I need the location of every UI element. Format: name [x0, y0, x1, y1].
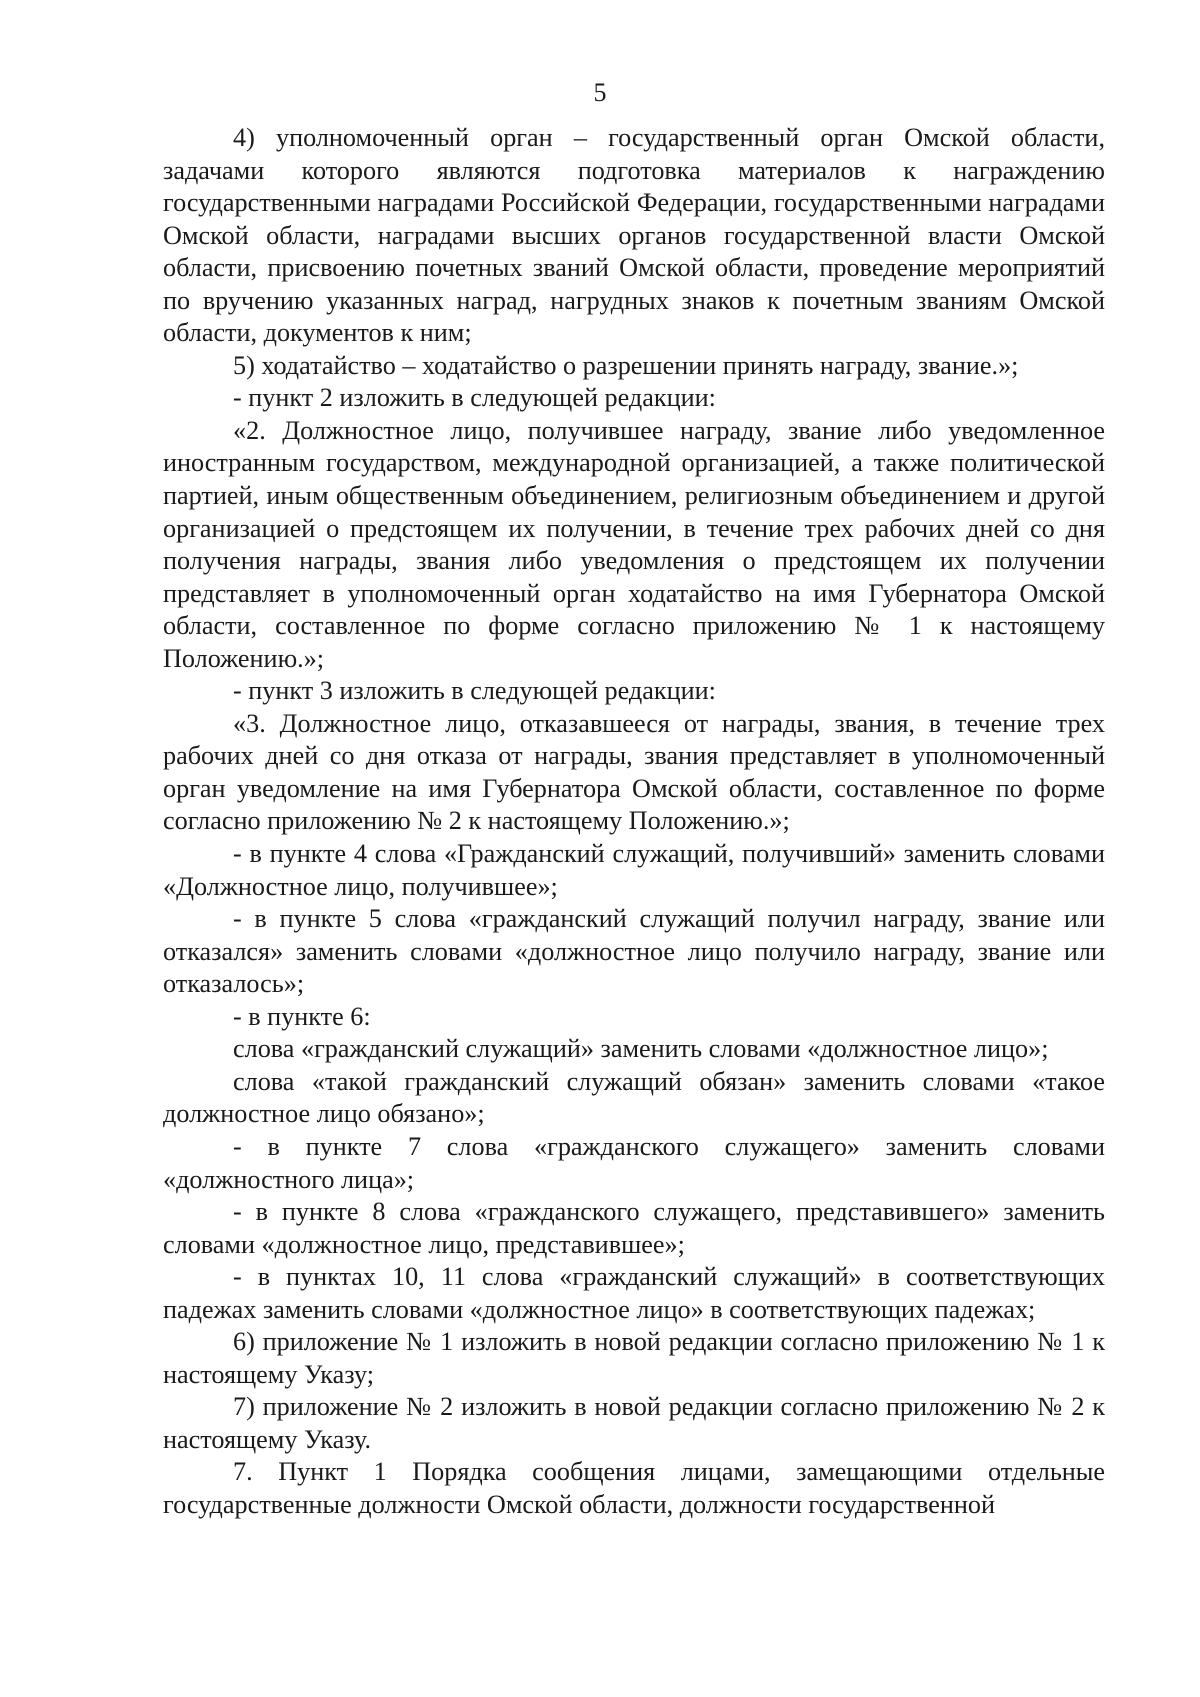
page-number: 5: [593, 78, 607, 107]
paragraph: 7) приложение № 2 изложить в новой редакции согласно приложению № 2 к настоящему Указу.: [163, 1392, 1105, 1454]
paragraph: - в пункте 6:: [233, 1001, 371, 1031]
paragraph: «2. Должностное лицо, получившее награду, звание либо уведомленное иностранным государством, международной организацией, а также политической партией, иным общественным объединением, религиозным объединением и другой организацией о предстоящем их получении, в течение трех рабочих дней со дня получения награды, звания либо уведомления о предстоящем их получении представляет в уполномоченный орган ходатайство на имя Губернатора Омской области, составленное по форме согласно приложению № 1 к настоящему Положению.»;: [163, 415, 1105, 673]
paragraph: слова «такой гражданский служащий обязан» заменить словами «такое должностное лицо обязано»;: [163, 1066, 1105, 1129]
paragraph: слова «гражданский служащий» заменить словами «должностное лицо»;: [233, 1034, 1049, 1064]
paragraph: - в пункте 7 слова «гражданского служащего» заменить словами «должностного лица»;: [163, 1131, 1105, 1194]
paragraph: - в пунктах 10, 11 слова «гражданский служащий» в соответствующих падежах заменить словами «должностное лицо» в соответствующих падежах;: [163, 1262, 1105, 1324]
paragraph: - пункт 2 изложить в следующей редакции:: [233, 383, 716, 413]
document-body: [163, 122, 1105, 1522]
paragraph: 7. Пункт 1 Порядка сообщения лицами, замещающими отдельные государственные должности Омской области, должности государственной: [163, 1457, 1105, 1519]
paragraph: 6) приложение № 1 изложить в новой редакции согласно приложению № 1 к настоящему Указу;: [163, 1327, 1105, 1389]
paragraph: 5) ходатайство – ходатайство о разрешении принять награду, звание.»;: [233, 350, 1019, 380]
paragraph: 4) уполномоченный орган – государственный орган Омской области, задачами которого являются подготовка материалов к награждению государственными наградами Российской Федерации, государственными наградами Омской области, наградами высших органов государственной власти Омской области, присвоению почетных званий Омской области, проведение мероприятий по вручению указанных наград, нагрудных знаков к почетным званиям Омской области, документов к ним;: [163, 123, 1105, 348]
paragraph: - в пункте 8 слова «гражданского служащего, представившего» заменить словами «должностное лицо, представившее»;: [163, 1197, 1105, 1259]
paragraph: «3. Должностное лицо, отказавшееся от награды, звания, в течение трех рабочих дней со дня отказа от награды, звания представляет в уполномоченный орган уведомление на имя Губернатора Омской области, составленное по форме согласно приложению № 2 к настоящему Положению.»;: [163, 708, 1105, 836]
paragraph: - в пункте 4 слова «Гражданский служащий, получивший» заменить словами «Должностное лицо, получившее»;: [163, 839, 1105, 901]
paragraph: - пункт 3 изложить в следующей редакции:: [233, 676, 716, 706]
paragraph: - в пункте 5 слова «гражданский служащий получил награду, звание или отказался» заменить словами «должностное лицо получило награду, звание или отказалось»;: [163, 904, 1105, 999]
